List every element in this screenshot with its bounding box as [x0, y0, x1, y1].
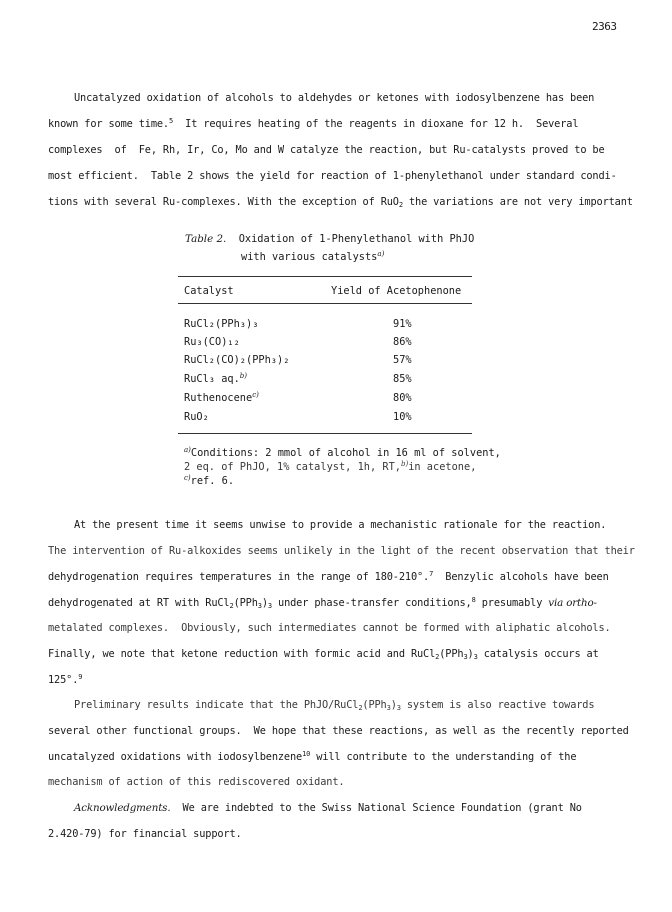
para2-line1: At the present time it seems unwise to provide a mechanistic rationale for the reaction.	[74, 519, 607, 531]
yield-cell: 91%	[393, 318, 412, 330]
para1-line3: complexes of Fe, Rh, Ir, Co, Mo and W catalyze the reaction, but Ru-catalysts proved to be	[48, 144, 605, 156]
acknowledgments-heading: Acknowledgments.	[74, 802, 171, 814]
catalyst-cell: RuO₂	[184, 411, 209, 423]
para2-line3: dehydrogenation requires temperatures in the range of 180-210°.$^7$ Benzylic alcohols have been	[48, 570, 609, 583]
acknowledgments-line2: 2.420-79) for financial support.	[48, 828, 242, 840]
table-caption-line2: with various catalysts$^{a)}$	[241, 250, 385, 263]
ref-9: 9	[78, 673, 83, 681]
ref-10: 10	[302, 750, 311, 758]
para2-line5: metalated complexes. Obviously, such intermediates cannot be formed with aliphatic alcohols.	[48, 622, 611, 634]
para2-line6: Finally, we note that ketone reduction with formic acid and $RuCl_2(PPh_3)_3$ catalysis occurs at	[48, 648, 599, 661]
column-header-yield: Yield of Acetophenone	[331, 285, 462, 297]
para2-line7: 125°.$^9$	[48, 673, 83, 686]
catalyst-cell: Ru₃(CO)₁₂	[184, 336, 240, 348]
catalyst-cell: RuCl₂(CO)₂(PPh₃)₂	[184, 354, 290, 366]
yield-cell: 80%	[393, 392, 412, 404]
table-top-rule	[178, 276, 472, 277]
para2-line2: The intervention of Ru-alkoxides seems unlikely in the light of the recent observation that their	[48, 545, 635, 557]
catalyst-cell: RuCl₃ aq.$^{b)}$	[184, 372, 248, 385]
yield-cell: 86%	[393, 336, 412, 348]
ref-7: 7	[429, 570, 434, 578]
footnote-mark: b)	[239, 372, 248, 380]
para1-line5: tions with several Ru-complexes. With the exception of RuO$_2$ the variations are not very important	[48, 196, 633, 209]
para1-line4: most efficient. Table 2 shows the yield for reaction of 1-phenylethanol under standard condi-	[48, 170, 617, 182]
ref-8: 8	[471, 596, 476, 604]
yield-cell: 85%	[393, 373, 412, 385]
column-header-catalyst: Catalyst	[184, 285, 234, 297]
acknowledgments-line1: Acknowledgments. We are indebted to the Swiss National Science Foundation (grant No	[74, 802, 582, 814]
yield-cell: 10%	[393, 411, 412, 423]
table-bottom-rule	[178, 433, 472, 434]
para1-line2: known for some time.$^5$ It requires heating of the reagents in dioxane for 12 h. Several	[48, 117, 579, 130]
para3-line2: several other functional groups. We hope that these reactions, as well as the recently reported	[48, 725, 629, 737]
para3-line3: uncatalyzed oxidations with iodosylbenzene$^{10}$ will contribute to the understanding of the	[48, 750, 577, 763]
para3-line4: mechanism of action of this rediscovered oxidant.	[48, 776, 345, 788]
table-footnote-line1: $^{a)}$Conditions: 2 mmol of alcohol in 16 ml of solvent,	[184, 446, 501, 459]
para1-line1: Uncatalyzed oxidation of alcohols to aldehydes or ketones with iodosylbenzene has been	[74, 92, 595, 104]
para3-line1: Preliminary results indicate that the PhJO/$RuCl_2(PPh_3)_3$ system is also reactive towards	[74, 699, 595, 712]
catalyst-cell: RuCl₂(PPh₃)₃	[184, 318, 259, 330]
yield-cell: 57%	[393, 354, 412, 366]
table-footnote-line3: $^{c)}$ref. 6.	[184, 474, 235, 487]
catalyst-cell: Ruthenocene$^{c)}$	[184, 391, 259, 404]
page-number: 2363	[592, 20, 617, 33]
table-caption-line1: Table 2. Oxidation of 1-Phenylethanol with PhJO	[185, 233, 475, 245]
footnote-mark: c)	[252, 391, 259, 399]
ref-5: 5	[169, 117, 174, 125]
para2-line4: dehydrogenated at RT with $RuCl_2(PPh_3)_3$ under phase-transfer conditions,$^8$ presumably via ortho-	[48, 596, 597, 610]
table-header-rule	[178, 303, 472, 304]
table-footnote-line2: 2 eq. of PhJO, 1% catalyst, 1h, RT,$^{b)}$in acetone,	[184, 460, 477, 473]
table-label: Table 2.	[185, 233, 227, 245]
